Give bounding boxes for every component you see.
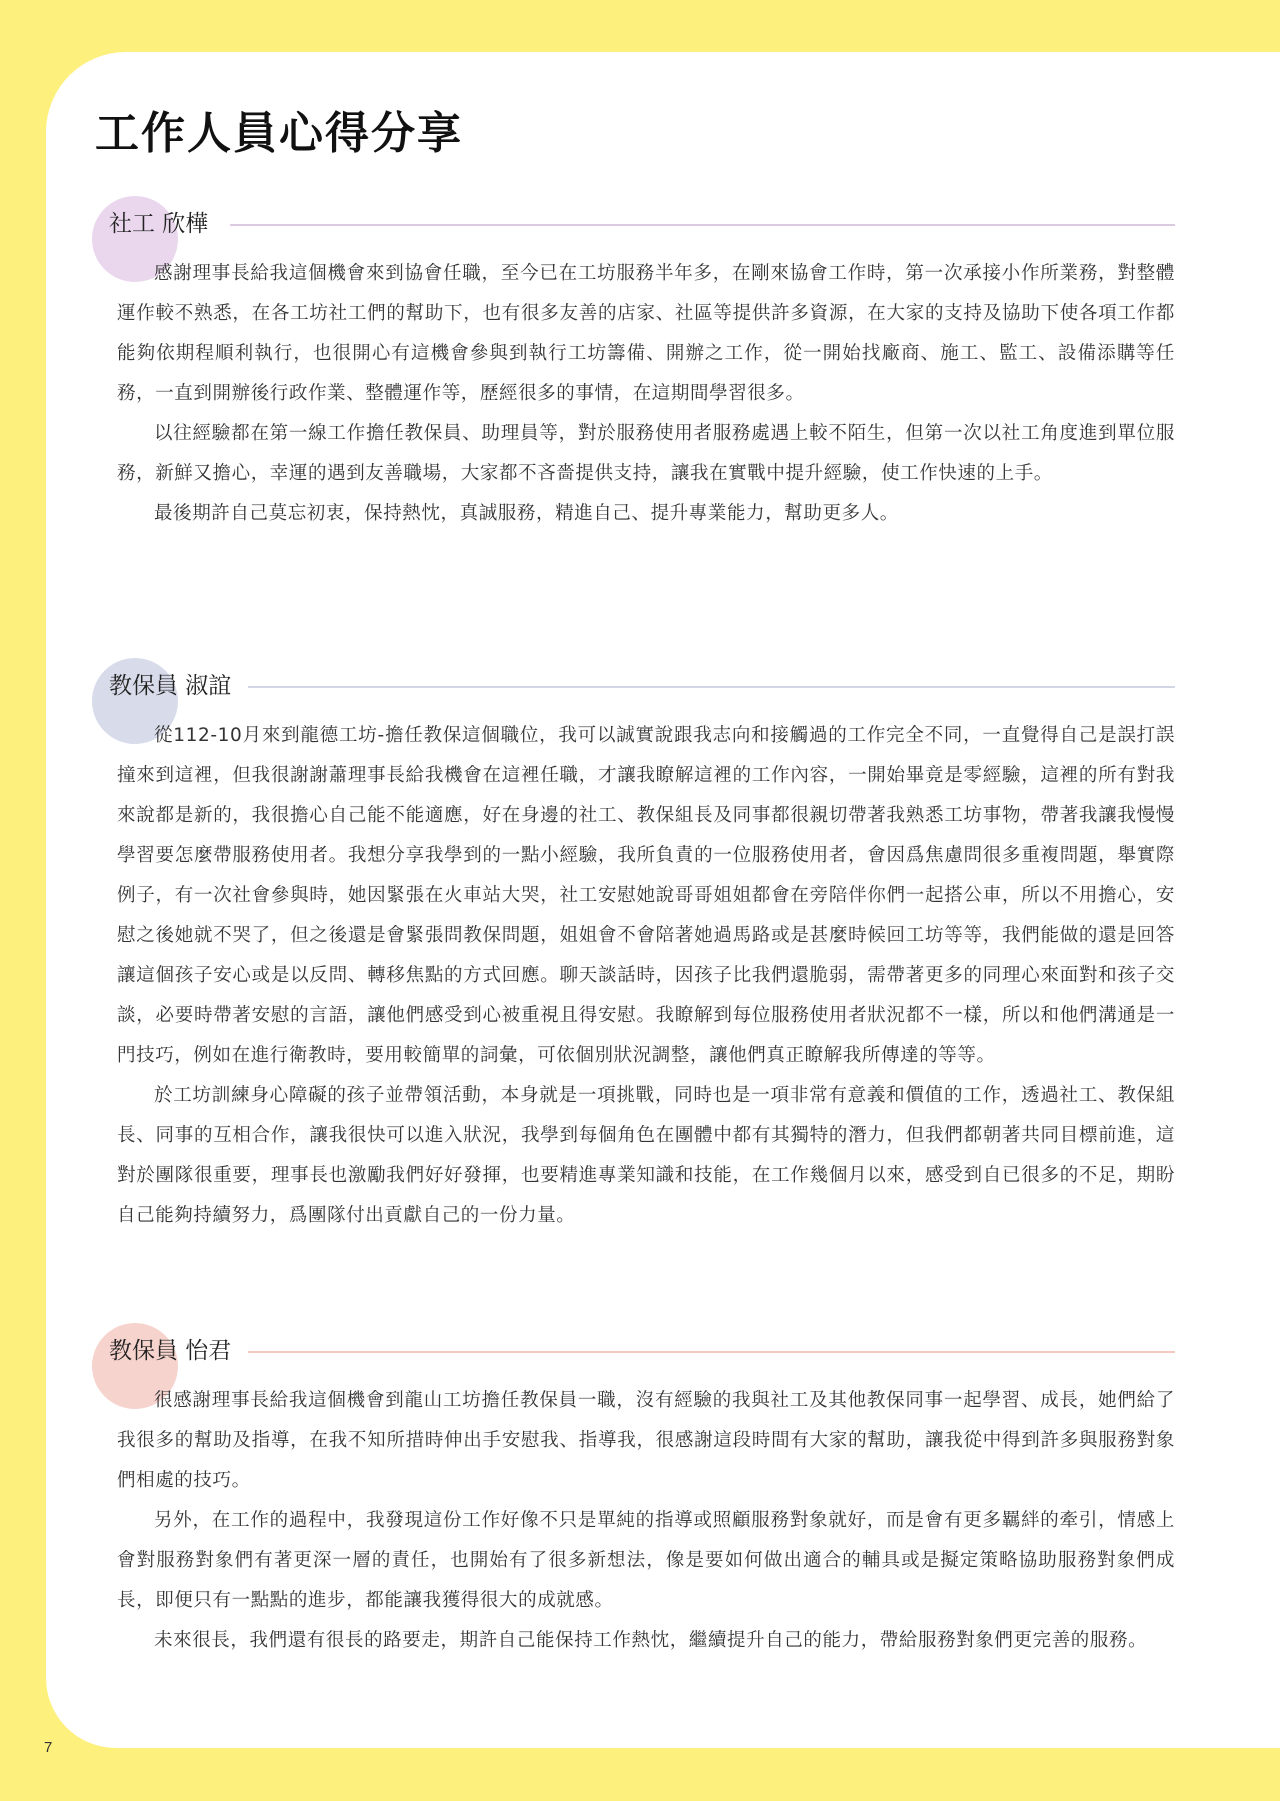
page-title: 工作人員心得分享 <box>95 108 463 159</box>
section-paragraph: 從112-10月來到龍德工坊-擔任教保這個職位，我可以誠實說跟我志向和接觸過的工作完全不同，一直覺得自己是誤打誤撞來到這裡，但我很謝謝蕭理事長給我機會在這裡任職，才讓我瞭解這裡的工作內容，一開始畢竟是零經驗，這裡的所有對我來說都是新的，我很擔心自己能不能適應，好在身邊的社工、教保組長及同事都很親切帶著我熟悉工坊事物，帶著我讓我慢慢學習要怎麼帶服務使用者。我想分享我學到的一點小經驗，我所負責的一位服務使用者，會因爲焦慮問很多重複問題，舉實際例子，有一次社會參與時，她因緊張在火車站大哭，社工安慰她說哥哥姐姐都會在旁陪伴你們一起搭公車，所以不用擔心，安慰之後她就不哭了，但之後還是會緊張問教保問題，姐姐會不會陪著她過馬路或是甚麼時候回工坊等等，我們能做的還是回答讓這個孩子安心或是以反問、轉移焦點的方式回應。聊天談話時，因孩子比我們還脆弱，需帶著更多的同理心來面對和孩子交談，必要時帶著安慰的言語，讓他們感受到心被重視且得安慰。我瞭解到每位服務使用者狀況都不一樣，所以和他們溝通是一門技巧，例如在進行衛教時，要用較簡單的詞彙，可依個別狀況調整，讓他們真正瞭解我所傳達的等等。 <box>117 725 1175 1066</box>
section-paragraph: 以往經驗都在第一線工作擔任教保員、助理員等，對於服務使用者服務處遇上較不陌生，但第一次以社工角度進到單位服務，新鮮又擔心，幸運的遇到友善職場，大家都不吝嗇提供支持，讓我在實戰中提升經驗，使工作快速的上手。 <box>117 423 1175 484</box>
section-paragraph: 未來很長，我們還有很長的路要走，期許自己能保持工作熱忱，繼續提升自己的能力，帶給服務對象們更完善的服務。 <box>154 1630 1148 1651</box>
section-paragraph: 於工坊訓練身心障礙的孩子並帶領活動，本身就是一項挑戰，同時也是一項非常有意義和價值的工作，透過社工、教保組長、同事的互相合作，讓我很快可以進入狀況，我學到每個角色在團體中都有其獨特的潛力，但我們都朝著共同目標前進，這對於團隊很重要，理事長也激勵我們好好發揮，也要精進專業知識和技能，在工作幾個月以來，感受到自已很多的不足，期盼自己能夠持續努力，爲團隊付出貢獻自己的一份力量。 <box>117 1085 1175 1226</box>
staff-section-social-worker <box>0 196 1280 524</box>
section-header <box>0 658 1280 718</box>
staff-section-educator-2 <box>0 1323 1280 1651</box>
section-body <box>117 1381 1175 1661</box>
section-divider <box>230 224 1175 226</box>
section-header <box>0 1323 1280 1383</box>
staff-section-educator-1 <box>0 658 1280 1226</box>
section-paragraph: 很感謝理事長給我這個機會到龍山工坊擔任教保員一職，沒有經驗的我與社工及其他教保同事一起學習、成長，她們給了我很多的幫助及指導，在我不知所措時伸出手安慰我、指導我，很感謝這段時間有大家的幫助，讓我從中得到許多與服務對象們相處的技巧。 <box>117 1390 1175 1491</box>
section-divider <box>248 686 1175 688</box>
section-divider <box>248 1351 1175 1353</box>
section-author-name: 社工 欣樺 <box>109 211 209 237</box>
section-body <box>117 254 1175 534</box>
section-body <box>117 716 1175 1236</box>
page-number: 7 <box>44 1739 53 1756</box>
section-author-name: 教保員 怡君 <box>109 1338 232 1364</box>
section-author-name: 教保員 淑誼 <box>109 673 232 699</box>
section-paragraph: 感謝理事長給我這個機會來到協會任職，至今已在工坊服務半年多，在剛來協會工作時，第一次承接小作所業務，對整體運作較不熟悉，在各工坊社工們的幫助下，也有很多友善的店家、社區等提供許多資源，在大家的支持及協助下使各項工作都能夠依期程順利執行，也很開心有這機會參與到執行工坊籌備、開辦之工作，從一開始找廠商、施工、監工、設備添購等任務，一直到開辦後行政作業、整體運作等，歷經很多的事情，在這期間學習很多。 <box>117 263 1175 404</box>
section-header <box>0 196 1280 256</box>
section-paragraph: 最後期許自己莫忘初衷，保持熱忱，真誠服務，精進自己、提升專業能力，幫助更多人。 <box>154 503 899 524</box>
section-paragraph: 另外，在工作的過程中，我發現這份工作好像不只是單純的指導或照顧服務對象就好，而是會有更多羈絆的牽引，情感上會對服務對象們有著更深一層的責任，也開始有了很多新想法，像是要如何做出適合的輔具或是擬定策略協助服務對象們成長，即便只有一點點的進步，都能讓我獲得很大的成就感。 <box>117 1510 1175 1611</box>
